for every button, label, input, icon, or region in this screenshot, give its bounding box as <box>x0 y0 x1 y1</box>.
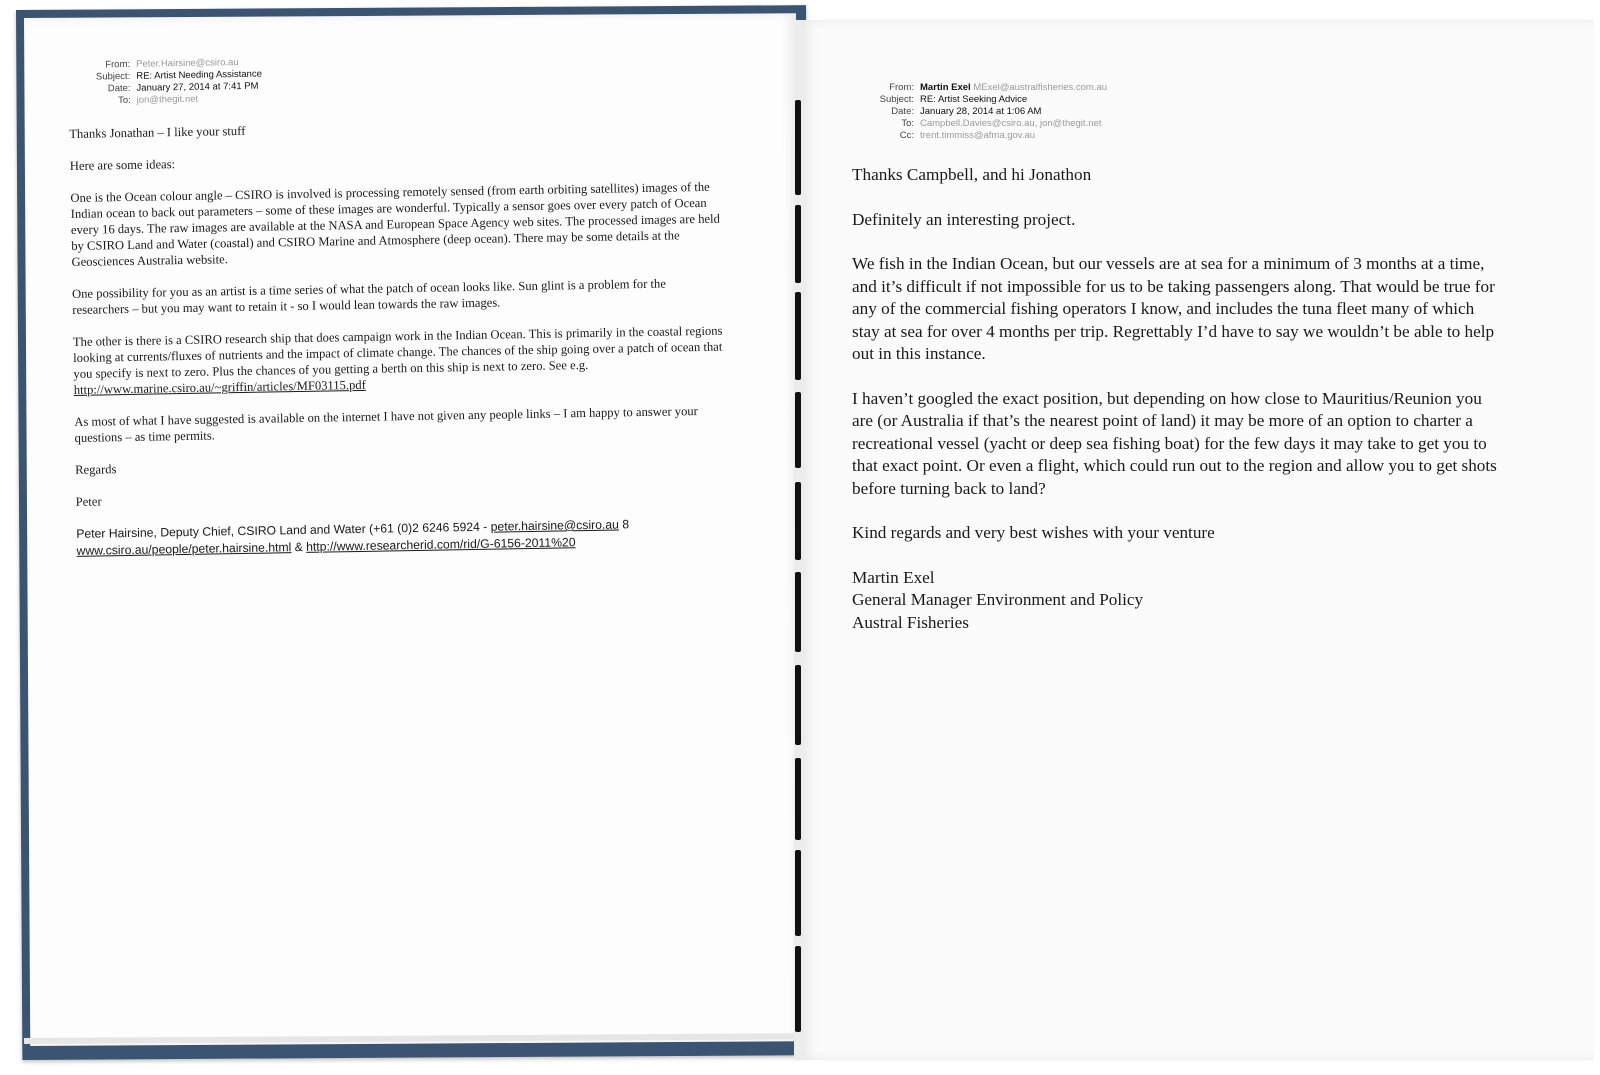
paragraph: We fish in the Indian Ocean, but our vessels are at sea for a minimum of 3 months at a time, and it’s difficult if not impossible for us to be taking passengers along. That would be true for any of the commercial fishing operators I know, and includes the tuna fleet many of which stay at sea for over 4 months per trip. Regrettably I’d have to say we wouldn’t be able to help out in this instance. <box>852 254 1495 363</box>
paragraph: I haven’t googled the exact position, but depending on how close to Mauritius/Reunion you are (or Australia if that’s the nearest point of land) it may be more of an option to charter a recreational vessel (yacht or deep sea fishing boat) for the few days it may take to get you to that exact point. Or even a flight, which could run out to the region and allow you to get shots before turning back to land? <box>852 388 1497 498</box>
sig-name: Martin Exel <box>852 567 935 587</box>
paragraph: One is the Ocean colour angle – CSIRO is involved is processing remotely sensed (from earth orbiting satellites) images of the Indian ocean to back out parameters – some of these images are wonderful. Typically a sensor goes over every patch of Ocean every 16 days. The raw images are available at the NASA and European Space Agency web sites. The processed images are held by CSIRO Land and Water (coastal) and CSIRO Marine and Atmosphere (deep ocean). There may be some details at the Geosciences Australia website. <box>70 179 720 269</box>
right-email <box>852 82 1502 634</box>
date-label: Date: <box>107 82 131 95</box>
to-label: To: <box>117 94 131 107</box>
sig-company: Austral Fisheries <box>852 612 969 632</box>
subject-value: RE: Artist Needing Assistance <box>136 68 263 82</box>
to-value: Campbell.Davies@csiro.au, jon@thegit.net <box>920 118 1102 129</box>
binding-stitch <box>795 758 801 840</box>
closing: Regards <box>75 462 117 477</box>
email-link[interactable]: peter.hairsine@csiro.au <box>490 517 620 534</box>
binding-stitch <box>795 292 801 380</box>
paragraph <box>73 323 724 398</box>
email-header <box>852 82 1502 142</box>
paragraph: Kind regards and very best wishes with your venture <box>852 523 1215 542</box>
from-email: MExel@australfisheries.com.au <box>973 82 1108 93</box>
paragraph-text: The other is there is a CSIRO research ship that does campaign work in the Indian Ocean. This is primarily in the coastal regions looking at currents/fluxes of nutrients and the impact of climate change. The chances of the ship going over a patch of ocean that you specify is next to zero. Plus the chances of you getting a berth on this ship is next to zero. See e.g. <box>72 323 723 381</box>
binding-stitch <box>795 850 801 936</box>
paragraph: Definitely an interesting project. <box>852 209 1076 229</box>
paragraph: Here are some ideas: <box>69 157 176 173</box>
cc-label: Cc: <box>899 130 914 141</box>
from-label: From: <box>105 58 131 71</box>
to-label: To: <box>901 118 914 129</box>
researcher-link[interactable]: http://www.researcherid.com/rid/G-6156-2011%20 <box>306 535 576 554</box>
left-email <box>68 49 727 560</box>
signature-suffix: 8 <box>618 517 630 532</box>
greeting: Thanks Jonathan – I like your stuff <box>69 123 246 141</box>
binding-stitch <box>795 392 801 468</box>
signature-text: Peter Hairsine, Deputy Chief, CSIRO Land and Water (+61 (0)2 6246 5924 - <box>76 519 491 541</box>
email-body <box>69 115 726 510</box>
email-body <box>852 164 1502 634</box>
date-value: January 28, 2014 at 1:06 AM <box>920 106 1042 117</box>
subject-value: RE: Artist Seeking Advice <box>920 94 1028 105</box>
from-value: Peter.Hairsine@csiro.au <box>135 57 239 70</box>
profile-link[interactable]: www.csiro.au/people/peter.hairsine.html <box>76 540 292 558</box>
date-label: Date: <box>891 106 914 117</box>
binding-stitch <box>795 482 801 560</box>
binding-stitch <box>795 665 801 745</box>
binding-stitch <box>795 572 801 652</box>
binding-stitch <box>795 946 801 1032</box>
signature <box>852 567 1502 635</box>
greeting: Thanks Campbell, and hi Jonathon <box>852 165 1092 184</box>
cc-value: trent.timmiss@afma.gov.au <box>920 130 1036 141</box>
subject-label: Subject: <box>95 70 131 83</box>
subject-label: Subject: <box>879 94 914 105</box>
date-value: January 27, 2014 at 7:41 PM <box>136 80 259 94</box>
binding-stitch <box>795 205 801 283</box>
from-label: From: <box>889 82 914 93</box>
sender-name: Peter <box>75 494 102 509</box>
sig-title: General Manager Environment and Policy <box>852 590 1144 609</box>
paragraph: One possibility for you as an artist is a time series of what the patch of ocean looks like. Sun glint is a problem for the researchers – but you may want to retain it - so I would lean towards the raw images. <box>71 276 667 317</box>
paragraph: As most of what I have suggested is available on the internet I have not given any people links – I am happy to answer your questions – as time permits. <box>74 404 698 445</box>
article-link[interactable]: http://www.marine.csiro.au/~griffin/articles/MF03115.pdf <box>73 377 366 397</box>
ampersand: & <box>291 539 307 555</box>
from-name: Martin Exel <box>920 82 971 93</box>
binding-stitch <box>795 100 801 195</box>
to-value: jon@thegit.net <box>136 93 199 106</box>
email-header <box>68 49 719 108</box>
from-value <box>920 82 1107 94</box>
